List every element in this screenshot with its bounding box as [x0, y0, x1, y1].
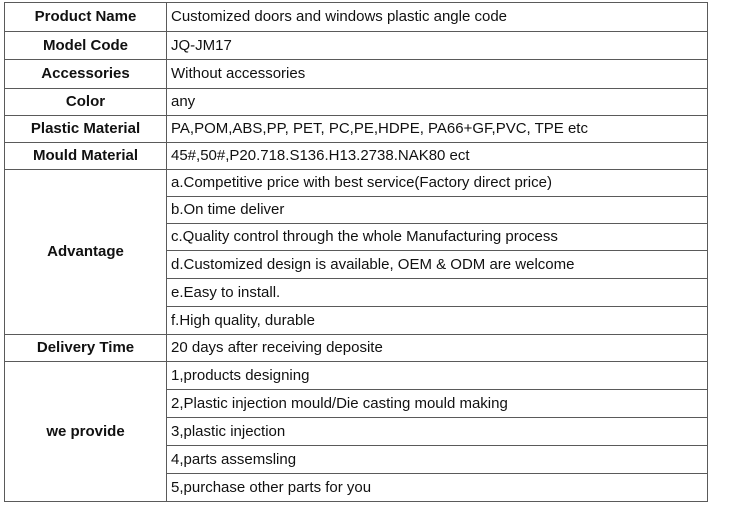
color-label: Color	[5, 89, 167, 116]
advantage-item: b.On time deliver	[167, 197, 708, 224]
row-color	[5, 89, 708, 116]
we-provide-item: 4,parts assemsling	[167, 446, 708, 474]
row-model-code	[5, 32, 708, 60]
advantage-item: c.Quality control through the whole Manufacturing process	[167, 224, 708, 251]
advantage-item: a.Competitive price with best service(Factory direct price)	[167, 170, 708, 197]
row-delivery-time	[5, 335, 708, 362]
accessories-label: Accessories	[5, 60, 167, 89]
accessories-value: Without accessories	[167, 60, 708, 89]
row-mould-material	[5, 143, 708, 170]
we-provide-item: 5,purchase other parts for you	[167, 474, 708, 502]
row-we-provide	[5, 362, 708, 390]
we-provide-item: 3,plastic injection	[167, 418, 708, 446]
model-code-value: JQ-JM17	[167, 32, 708, 60]
delivery-time-label: Delivery Time	[5, 335, 167, 362]
row-advantage	[5, 170, 708, 197]
delivery-time-value: 20 days after receiving deposite	[167, 335, 708, 362]
product-name-label: Product Name	[5, 3, 167, 32]
plastic-material-value: PA,POM,ABS,PP, PET, PC,PE,HDPE, PA66+GF,PVC, TPE etc	[167, 116, 708, 143]
advantage-item: e.Easy to install.	[167, 279, 708, 307]
row-plastic-material	[5, 116, 708, 143]
row-product-name	[5, 3, 708, 32]
we-provide-label: we provide	[5, 362, 167, 502]
we-provide-item: 2,Plastic injection mould/Die casting mould making	[167, 390, 708, 418]
advantage-label: Advantage	[5, 170, 167, 335]
mould-material-value: 45#,50#,P20.718.S136.H13.2738.NAK80 ect	[167, 143, 708, 170]
plastic-material-label: Plastic Material	[5, 116, 167, 143]
advantage-item: d.Customized design is available, OEM & ODM are welcome	[167, 251, 708, 279]
advantage-item: f.High quality, durable	[167, 307, 708, 335]
color-value: any	[167, 89, 708, 116]
mould-material-label: Mould Material	[5, 143, 167, 170]
product-spec-table	[4, 2, 708, 502]
we-provide-item: 1,products designing	[167, 362, 708, 390]
row-accessories	[5, 60, 708, 89]
product-name-value: Customized doors and windows plastic angle code	[167, 3, 708, 32]
model-code-label: Model Code	[5, 32, 167, 60]
